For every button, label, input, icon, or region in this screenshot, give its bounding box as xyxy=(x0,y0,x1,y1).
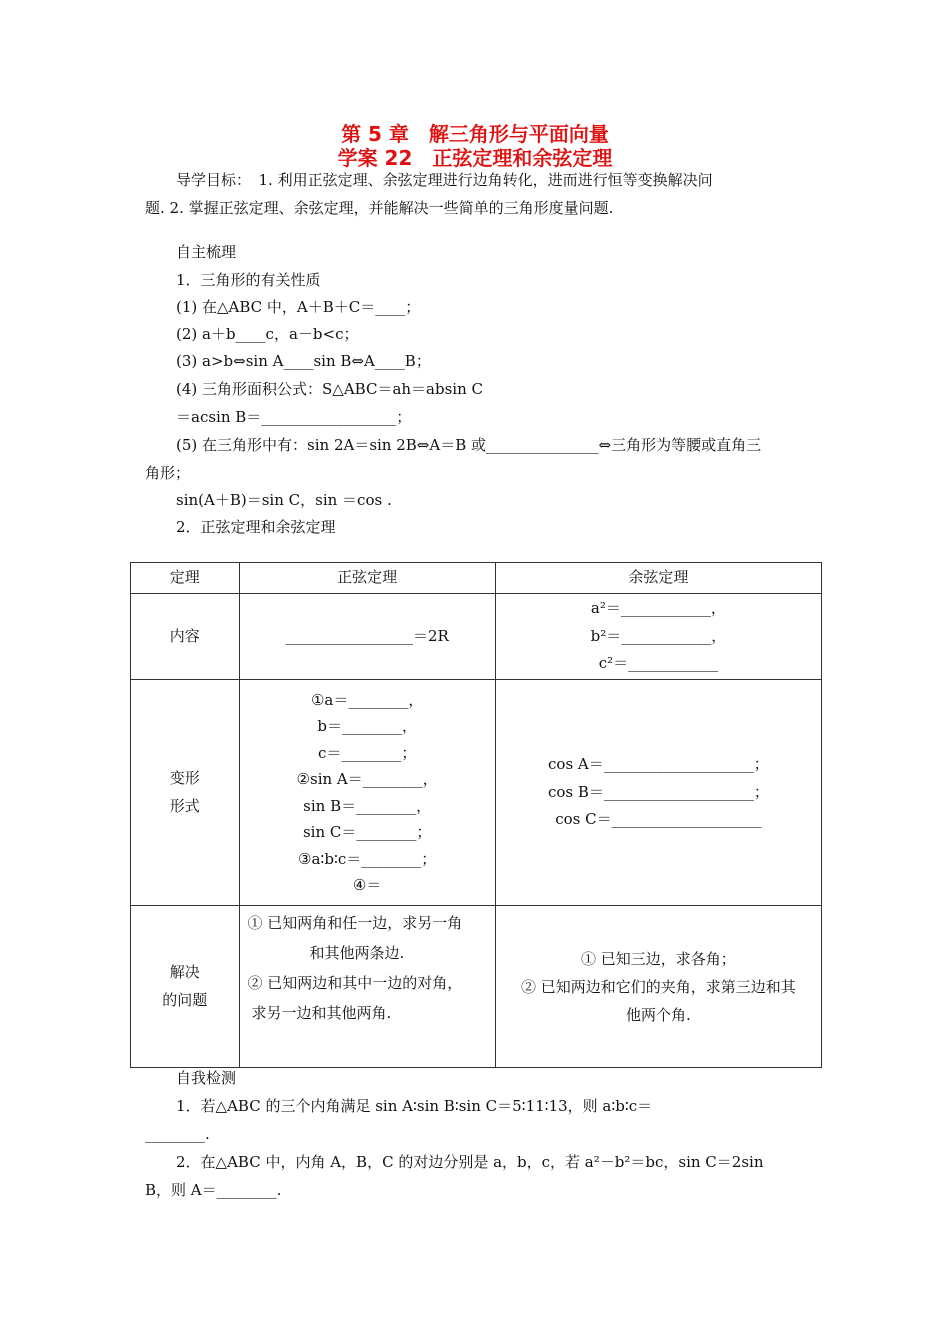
table-row-problems xyxy=(131,906,822,1068)
cosine-form-line: cos C＝____________________ xyxy=(555,810,762,829)
sine-problem-line: ① 已知两角和任一边，求另一角 xyxy=(247,914,463,932)
sine-form-line: ①a＝________， xyxy=(310,690,424,709)
header-cosine-law: 余弦定理 xyxy=(495,563,821,594)
property-line: (5) 在三角形中有：sin 2A＝sin 2B⇔A＝B 或_______________⇔三角形为等腰或直角三 xyxy=(176,436,762,454)
check-heading: 自我检测 xyxy=(176,1069,237,1087)
property-line: (2) a＋b____c，a－b<c； xyxy=(176,325,359,343)
row-label-line: 解决 xyxy=(169,963,200,981)
objectives-line-1: 导学目标： 1. 利用正弦定理、余弦定理进行边角转化，进而进行恒等变换解决问 xyxy=(176,171,713,189)
sine-form-line: ③a∶b∶c＝________； xyxy=(298,849,437,868)
header-theorem: 定理 xyxy=(131,563,240,594)
property-line: (4) 三角形面积公式：S△ABC＝ah＝absin C xyxy=(176,380,483,398)
cosine-content-line: b²＝____________， xyxy=(590,626,727,645)
exercise-1-cont: ________. xyxy=(145,1125,210,1143)
sine-content-line: _________________＝2R xyxy=(285,626,449,645)
objectives-line-2: 题. 2. 掌握正弦定理、余弦定理，并能解决一些简单的三角形度量问题. xyxy=(145,199,614,217)
table-row-forms xyxy=(131,680,822,906)
header-sine-law: 正弦定理 xyxy=(239,563,495,594)
row-label-line: 形式 xyxy=(169,796,200,815)
section1-heading: 1．三角形的有关性质 xyxy=(176,271,321,289)
sine-problems xyxy=(239,906,495,1068)
exercise-1: 1．若△ABC 的三个内角满足 sin A∶sin B∶sin C＝5∶11∶13，则 a∶b∶c＝ xyxy=(176,1097,653,1115)
property-line: 角形； xyxy=(145,464,191,482)
cosine-problem-line: ② 已知两边和它们的夹角，求第三边和其 xyxy=(521,977,796,996)
sine-forms xyxy=(239,680,495,906)
sine-content xyxy=(239,594,495,680)
sine-form-line: ②sin A＝________， xyxy=(296,770,438,788)
cosine-content-line: c²＝____________ xyxy=(598,654,719,673)
section2-heading: 2．正弦定理和余弦定理 xyxy=(176,518,336,536)
sine-problem-line: 求另一边和其他两角. xyxy=(251,1004,392,1022)
cosine-problems xyxy=(495,906,821,1068)
sine-problem-line: 和其他两条边. xyxy=(309,944,405,962)
lesson-title: 学案 22 正弦定理和余弦定理 xyxy=(337,146,613,170)
cosine-form-line: cos B＝____________________； xyxy=(547,782,769,801)
table-header-row xyxy=(131,563,822,594)
row-label-line: 变形 xyxy=(169,769,200,787)
cosine-content xyxy=(495,594,821,680)
row-label-line: 的问题 xyxy=(162,990,208,1009)
property-line: sin(A＋B)＝sin C，sin ＝cos . xyxy=(176,491,392,509)
exercise-2: 2．在△ABC 中，内角 A，B，C 的对边分别是 a，b，c，若 a²－b²＝bc，sin C＝2sin xyxy=(176,1153,764,1171)
chapter-title: 第 5 章 解三角形与平面向量 xyxy=(341,122,609,146)
cosine-forms xyxy=(495,680,821,906)
review-heading: 自主梳理 xyxy=(176,243,237,261)
sine-problem-line: ② 已知两边和其中一边的对角， xyxy=(247,974,463,992)
cosine-form-line: cos A＝____________________； xyxy=(548,755,769,774)
sine-form-line: ④＝ xyxy=(352,876,382,894)
sine-form-line: sin C＝________； xyxy=(302,823,432,841)
cosine-problem-line: 他两个角. xyxy=(626,1005,691,1024)
property-line: ＝acsin B＝__________________； xyxy=(176,408,412,426)
sine-form-line: c＝________； xyxy=(317,743,417,762)
row-label-forms xyxy=(131,680,240,906)
property-line: (3) a>b⇔sin A____sin B⇔A____B； xyxy=(176,352,431,370)
sine-form-line: b＝________， xyxy=(317,717,417,735)
property-line: (1) 在△ABC 中，A＋B＋C＝____； xyxy=(176,298,421,316)
row-label-content: 内容 xyxy=(131,594,240,680)
exercise-2-cont: B，则 A＝________. xyxy=(145,1181,282,1199)
cosine-problem-line: ① 已知三边，求各角； xyxy=(581,949,736,968)
table-row-content xyxy=(131,594,822,680)
theorem-table xyxy=(130,562,822,1068)
row-label-problems xyxy=(131,906,240,1068)
cosine-content-line: a²＝____________， xyxy=(590,599,726,618)
sine-form-line: sin B＝________， xyxy=(303,796,432,815)
